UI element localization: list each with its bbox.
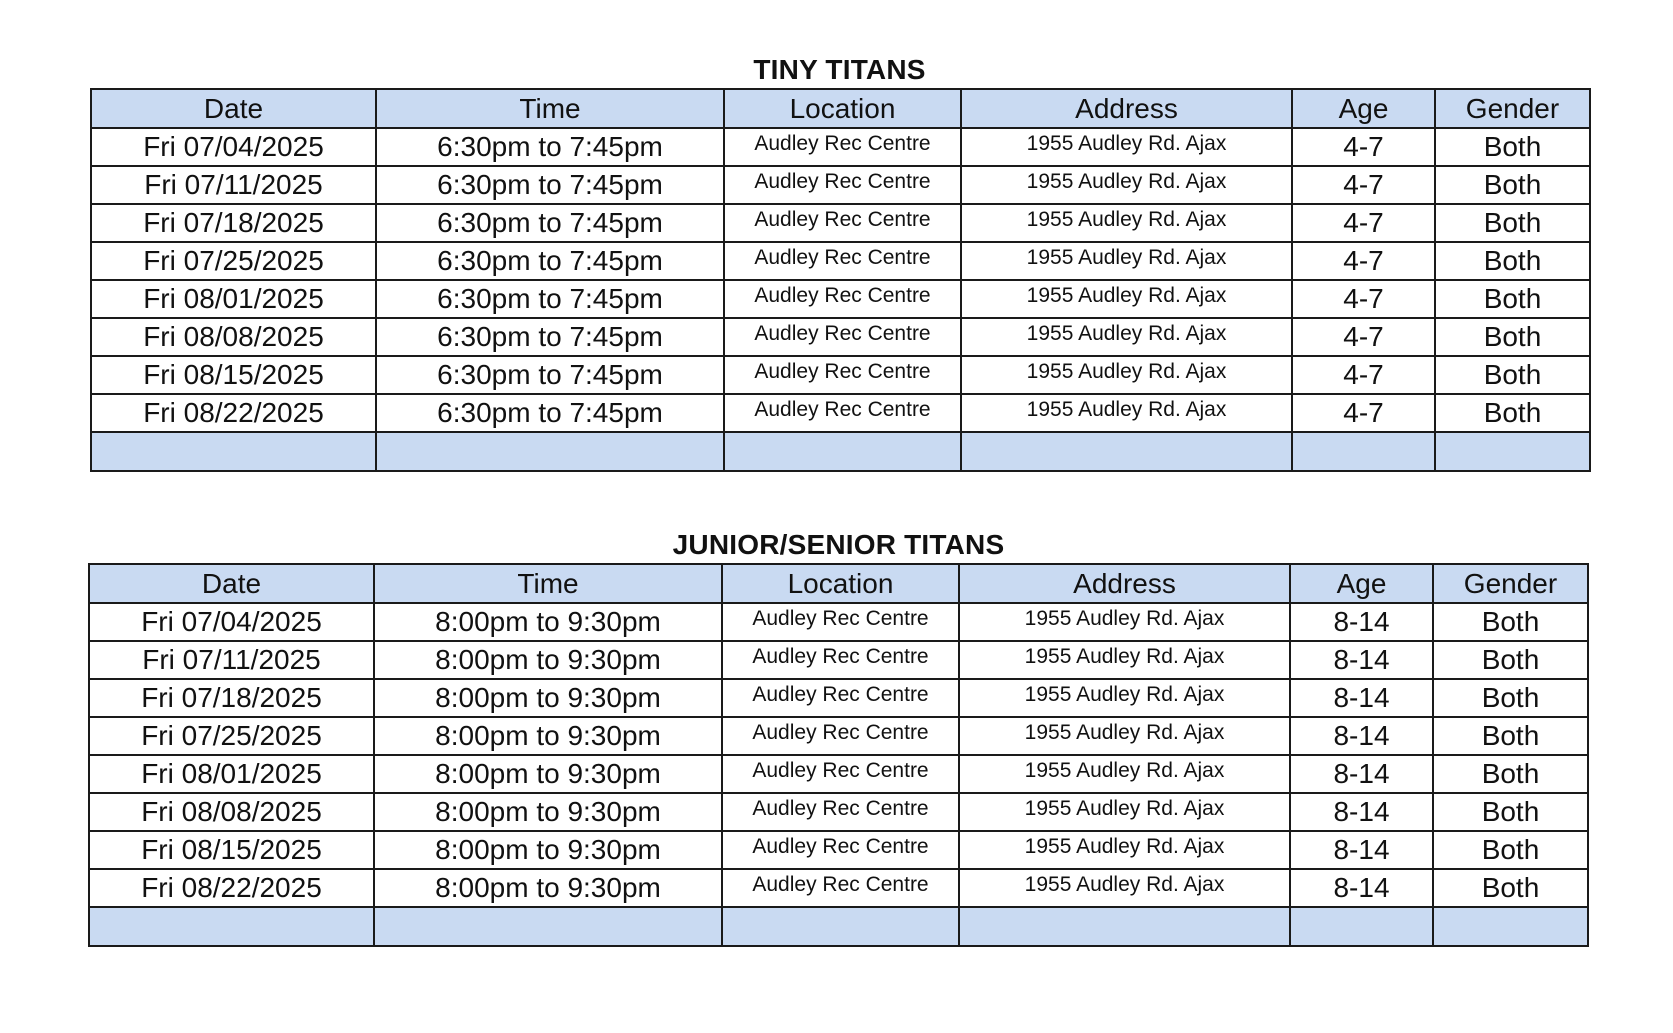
cell-location: Audley Rec Centre — [722, 717, 959, 755]
blank-cell — [1435, 432, 1590, 471]
cell-location: Audley Rec Centre — [724, 356, 961, 394]
cell-time: 6:30pm to 7:45pm — [376, 356, 724, 394]
cell-age: 4-7 — [1292, 356, 1435, 394]
cell-address: 1955 Audley Rd. Ajax — [961, 242, 1292, 280]
column-header-location: Location — [724, 89, 961, 128]
cell-date: Fri 08/15/2025 — [91, 356, 376, 394]
cell-age: 8-14 — [1290, 603, 1433, 641]
blank-cell — [959, 907, 1290, 946]
cell-address: 1955 Audley Rd. Ajax — [959, 717, 1290, 755]
blank-footer-row — [89, 907, 1588, 946]
cell-gender: Both — [1433, 603, 1588, 641]
cell-address: 1955 Audley Rd. Ajax — [959, 679, 1290, 717]
table-row — [89, 641, 1588, 679]
cell-date: Fri 07/04/2025 — [91, 128, 376, 166]
tiny-titans-schedule-table — [90, 88, 1591, 472]
table-row — [89, 793, 1588, 831]
cell-date: Fri 08/01/2025 — [89, 755, 374, 793]
table-row — [89, 831, 1588, 869]
table-row — [91, 356, 1590, 394]
table-row — [89, 755, 1588, 793]
blank-cell — [91, 432, 376, 471]
cell-time: 8:00pm to 9:30pm — [374, 755, 722, 793]
cell-time: 6:30pm to 7:45pm — [376, 128, 724, 166]
cell-gender: Both — [1433, 641, 1588, 679]
column-header-address: Address — [959, 564, 1290, 603]
cell-date: Fri 07/25/2025 — [91, 242, 376, 280]
cell-time: 6:30pm to 7:45pm — [376, 242, 724, 280]
cell-location: Audley Rec Centre — [722, 641, 959, 679]
cell-date: Fri 08/08/2025 — [89, 793, 374, 831]
table-header-row — [89, 564, 1588, 603]
junior-senior-titans-schedule-table — [88, 563, 1589, 947]
cell-gender: Both — [1433, 831, 1588, 869]
cell-gender: Both — [1435, 242, 1590, 280]
cell-time: 8:00pm to 9:30pm — [374, 641, 722, 679]
cell-gender: Both — [1433, 869, 1588, 907]
cell-age: 4-7 — [1292, 242, 1435, 280]
table-body — [91, 128, 1590, 471]
cell-time: 6:30pm to 7:45pm — [376, 280, 724, 318]
cell-gender: Both — [1435, 356, 1590, 394]
blank-cell — [376, 432, 724, 471]
cell-age: 8-14 — [1290, 641, 1433, 679]
cell-date: Fri 07/18/2025 — [91, 204, 376, 242]
cell-date: Fri 07/04/2025 — [89, 603, 374, 641]
cell-age: 4-7 — [1292, 128, 1435, 166]
cell-gender: Both — [1435, 318, 1590, 356]
cell-date: Fri 07/11/2025 — [89, 641, 374, 679]
column-header-gender: Gender — [1435, 89, 1590, 128]
cell-age: 4-7 — [1292, 318, 1435, 356]
cell-age: 8-14 — [1290, 755, 1433, 793]
cell-age: 8-14 — [1290, 793, 1433, 831]
cell-location: Audley Rec Centre — [724, 166, 961, 204]
table-row — [89, 603, 1588, 641]
cell-gender: Both — [1435, 128, 1590, 166]
cell-age: 8-14 — [1290, 679, 1433, 717]
cell-time: 8:00pm to 9:30pm — [374, 603, 722, 641]
cell-address: 1955 Audley Rd. Ajax — [959, 831, 1290, 869]
cell-gender: Both — [1435, 280, 1590, 318]
cell-time: 6:30pm to 7:45pm — [376, 204, 724, 242]
cell-time: 8:00pm to 9:30pm — [374, 717, 722, 755]
table-row — [91, 394, 1590, 432]
cell-age: 8-14 — [1290, 717, 1433, 755]
cell-gender: Both — [1435, 204, 1590, 242]
cell-location: Audley Rec Centre — [724, 280, 961, 318]
cell-gender: Both — [1433, 717, 1588, 755]
blank-cell — [89, 907, 374, 946]
cell-location: Audley Rec Centre — [724, 318, 961, 356]
column-header-gender: Gender — [1433, 564, 1588, 603]
column-header-location: Location — [722, 564, 959, 603]
cell-location: Audley Rec Centre — [724, 394, 961, 432]
cell-address: 1955 Audley Rd. Ajax — [959, 603, 1290, 641]
cell-location: Audley Rec Centre — [724, 204, 961, 242]
column-header-age: Age — [1292, 89, 1435, 128]
blank-cell — [1292, 432, 1435, 471]
cell-time: 8:00pm to 9:30pm — [374, 869, 722, 907]
cell-address: 1955 Audley Rd. Ajax — [959, 793, 1290, 831]
cell-address: 1955 Audley Rd. Ajax — [961, 394, 1292, 432]
column-header-date: Date — [91, 89, 376, 128]
cell-gender: Both — [1435, 394, 1590, 432]
table-row — [91, 242, 1590, 280]
blank-cell — [1290, 907, 1433, 946]
junior-senior-titans-section — [88, 527, 1589, 947]
cell-age: 4-7 — [1292, 394, 1435, 432]
cell-location: Audley Rec Centre — [722, 831, 959, 869]
table-row — [91, 166, 1590, 204]
cell-gender: Both — [1433, 793, 1588, 831]
cell-address: 1955 Audley Rd. Ajax — [961, 356, 1292, 394]
table-row — [89, 869, 1588, 907]
column-header-date: Date — [89, 564, 374, 603]
table-row — [91, 204, 1590, 242]
cell-time: 6:30pm to 7:45pm — [376, 166, 724, 204]
table-row — [89, 717, 1588, 755]
cell-address: 1955 Audley Rd. Ajax — [961, 280, 1292, 318]
cell-date: Fri 07/18/2025 — [89, 679, 374, 717]
cell-location: Audley Rec Centre — [722, 755, 959, 793]
column-header-age: Age — [1290, 564, 1433, 603]
cell-time: 8:00pm to 9:30pm — [374, 793, 722, 831]
cell-location: Audley Rec Centre — [724, 128, 961, 166]
cell-date: Fri 08/01/2025 — [91, 280, 376, 318]
cell-address: 1955 Audley Rd. Ajax — [959, 869, 1290, 907]
cell-time: 8:00pm to 9:30pm — [374, 679, 722, 717]
cell-age: 4-7 — [1292, 204, 1435, 242]
table-row — [91, 128, 1590, 166]
cell-location: Audley Rec Centre — [722, 869, 959, 907]
blank-cell — [722, 907, 959, 946]
cell-location: Audley Rec Centre — [724, 242, 961, 280]
cell-time: 6:30pm to 7:45pm — [376, 394, 724, 432]
section-title: JUNIOR/SENIOR TITANS — [672, 529, 1005, 560]
column-header-time: Time — [376, 89, 724, 128]
table-row — [89, 679, 1588, 717]
table-row — [91, 318, 1590, 356]
cell-address: 1955 Audley Rd. Ajax — [959, 755, 1290, 793]
cell-date: Fri 08/22/2025 — [91, 394, 376, 432]
cell-gender: Both — [1433, 755, 1588, 793]
cell-date: Fri 08/22/2025 — [89, 869, 374, 907]
cell-location: Audley Rec Centre — [722, 679, 959, 717]
cell-date: Fri 08/15/2025 — [89, 831, 374, 869]
blank-cell — [374, 907, 722, 946]
cell-date: Fri 07/25/2025 — [89, 717, 374, 755]
cell-time: 8:00pm to 9:30pm — [374, 831, 722, 869]
cell-address: 1955 Audley Rd. Ajax — [961, 128, 1292, 166]
cell-gender: Both — [1435, 166, 1590, 204]
cell-location: Audley Rec Centre — [722, 793, 959, 831]
cell-age: 4-7 — [1292, 280, 1435, 318]
cell-address: 1955 Audley Rd. Ajax — [961, 166, 1292, 204]
column-header-time: Time — [374, 564, 722, 603]
cell-gender: Both — [1433, 679, 1588, 717]
table-body — [89, 603, 1588, 946]
cell-age: 8-14 — [1290, 869, 1433, 907]
table-header-row — [91, 89, 1590, 128]
blank-cell — [724, 432, 961, 471]
cell-address: 1955 Audley Rd. Ajax — [961, 318, 1292, 356]
blank-cell — [961, 432, 1292, 471]
blank-cell — [1433, 907, 1588, 946]
table-row — [91, 280, 1590, 318]
cell-age: 8-14 — [1290, 831, 1433, 869]
column-header-address: Address — [961, 89, 1292, 128]
cell-date: Fri 07/11/2025 — [91, 166, 376, 204]
blank-footer-row — [91, 432, 1590, 471]
cell-address: 1955 Audley Rd. Ajax — [959, 641, 1290, 679]
tiny-titans-section — [90, 52, 1589, 472]
cell-location: Audley Rec Centre — [722, 603, 959, 641]
cell-address: 1955 Audley Rd. Ajax — [961, 204, 1292, 242]
cell-age: 4-7 — [1292, 166, 1435, 204]
cell-time: 6:30pm to 7:45pm — [376, 318, 724, 356]
cell-date: Fri 08/08/2025 — [91, 318, 376, 356]
section-title: TINY TITANS — [753, 54, 926, 85]
